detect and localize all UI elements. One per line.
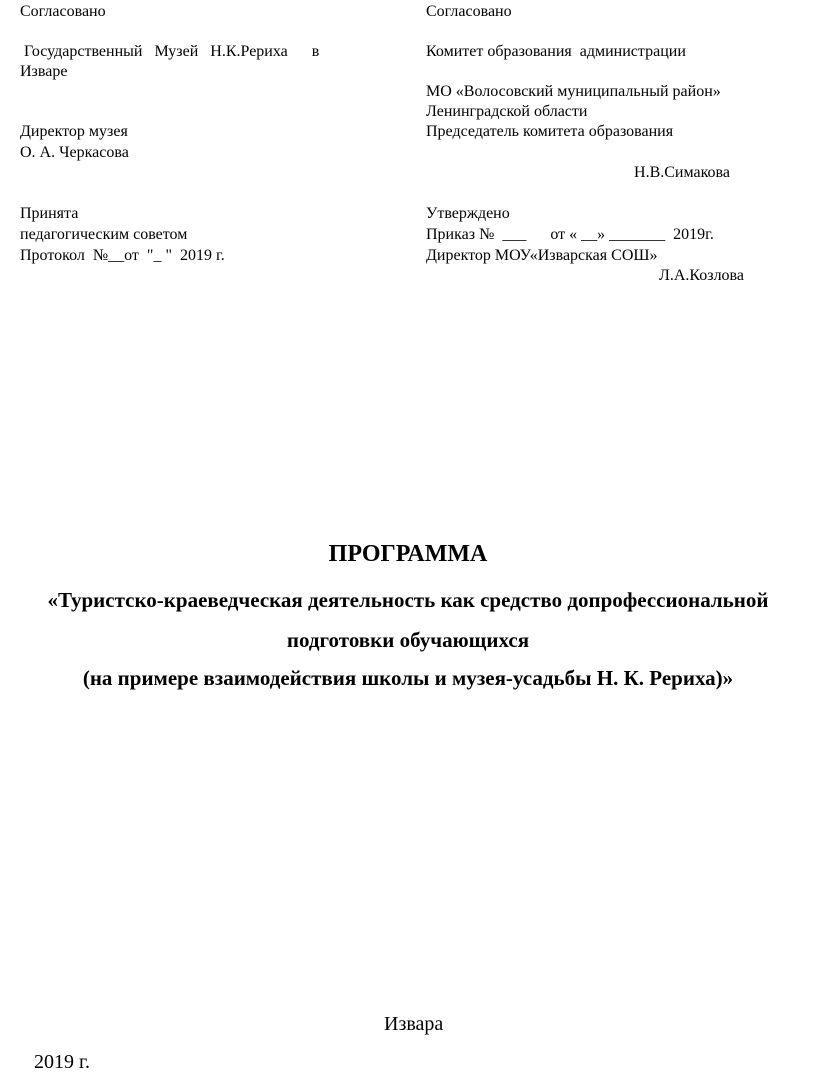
museum-director-name: О. А. Черкасова xyxy=(20,144,129,161)
museum-director-title: Директор музея xyxy=(20,123,128,140)
museum-line-2: Изваре xyxy=(20,63,68,80)
place-name: Извара xyxy=(384,1013,444,1035)
program-heading: ПРОГРАММА xyxy=(328,541,488,567)
protocol-line: Протокол №__от "_ " 2019 г. xyxy=(20,247,225,264)
approved-label: Утверждено xyxy=(426,205,510,222)
program-title-line-2: подготовки обучающихся xyxy=(286,628,530,652)
adopted-label: Принята xyxy=(20,205,79,222)
committee-chair-name: Н.В.Симакова xyxy=(634,164,730,181)
program-title-line-3: (на примере взаимодействия школы и музея-усадьбы Н. К. Рериха)» xyxy=(82,666,734,690)
order-line: Приказ № ___ от « __» _______ 2019г. xyxy=(426,226,714,243)
committee-chair-title: Председатель комитета образования xyxy=(426,123,674,140)
committee-line-1: Комитет образования администрации xyxy=(426,43,686,60)
year-line: 2019 г. xyxy=(34,1051,90,1073)
committee-line-2: МО «Волосовский муниципальный район» xyxy=(426,83,721,100)
program-title-line-1: «Туристско-краеведческая деятельность как средство допрофессиональной xyxy=(47,588,769,612)
museum-line-1: Государственный Музей Н.К.Рериха в xyxy=(20,43,320,60)
right-agreed-label: Согласовано xyxy=(426,3,512,20)
left-agreed-label: Согласовано xyxy=(20,3,106,20)
adopted-by: педагогическим советом xyxy=(20,226,188,243)
school-director-name: Л.А.Козлова xyxy=(658,267,744,284)
school-director-title: Директор МОУ«Изварская СОШ» xyxy=(426,247,658,264)
committee-line-3: Ленинградской области xyxy=(426,103,588,120)
